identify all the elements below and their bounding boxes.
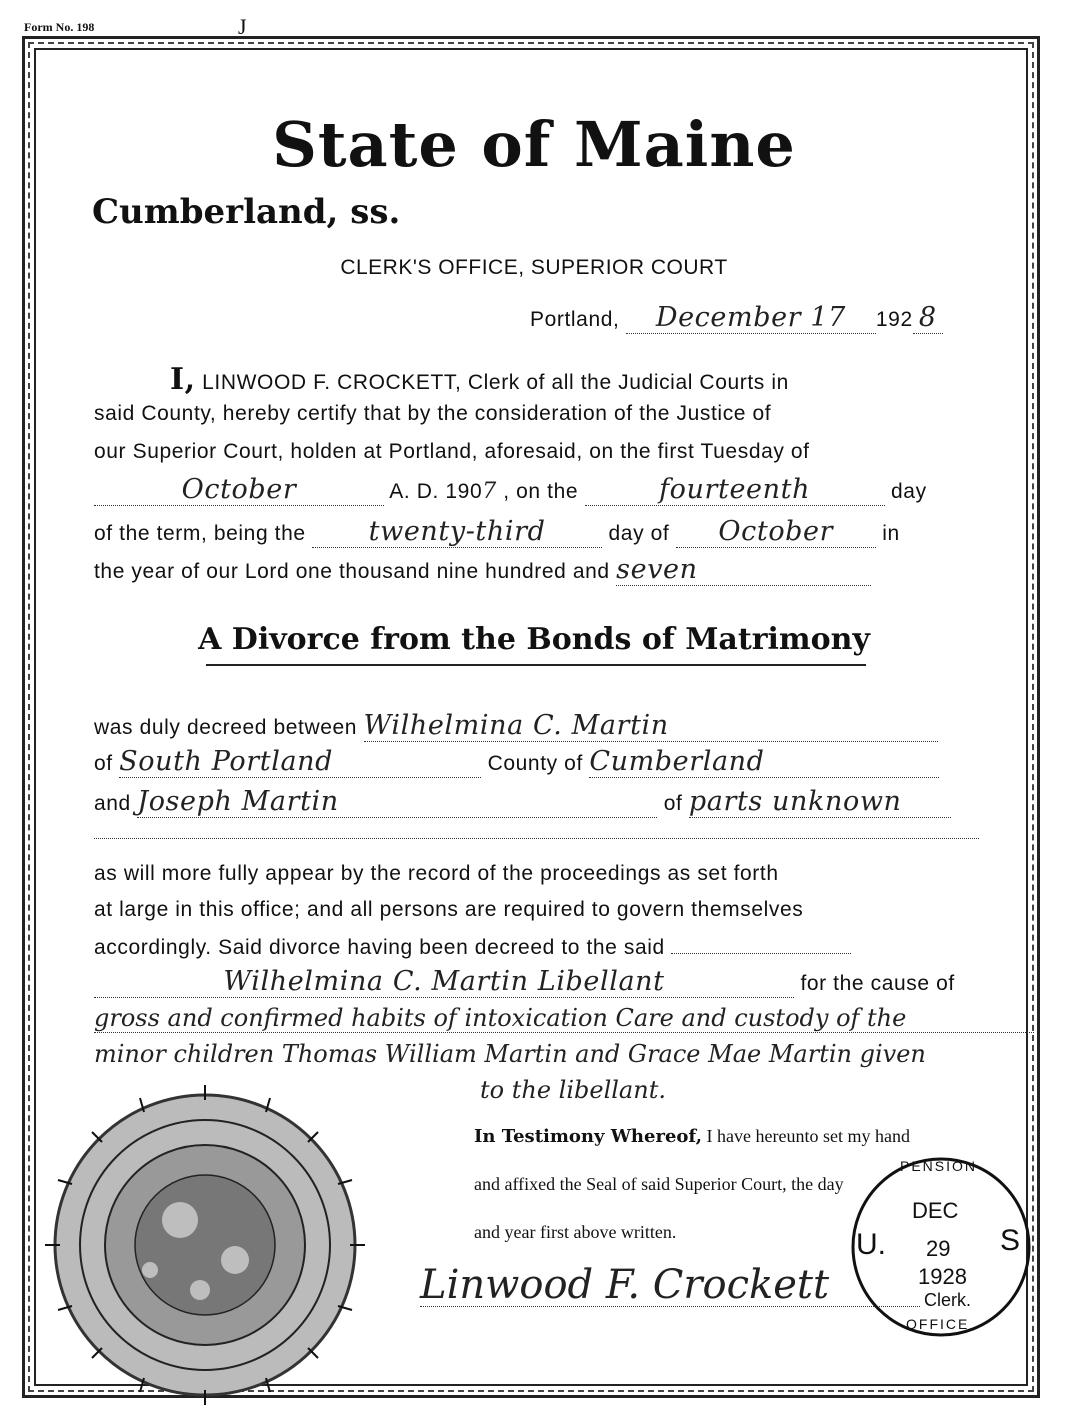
stamp-year: 1928 bbox=[918, 1264, 967, 1289]
stamp-month: DEC bbox=[912, 1198, 959, 1223]
office-heading: CLERK'S OFFICE, SUPERIOR COURT bbox=[340, 256, 728, 279]
cause-line-3-handwritten: to the libellant. bbox=[480, 1076, 666, 1104]
para-line-1: as will more fully appear by the record of the proceedings as set forth bbox=[94, 862, 779, 885]
intro-initial: I, bbox=[170, 362, 196, 397]
on-the-label: , on the bbox=[503, 480, 579, 503]
clerk-signature: Linwood F. Crockett bbox=[420, 1262, 830, 1308]
county-label: County of bbox=[487, 752, 583, 775]
party1-handwritten: Wilhelmina C. Martin bbox=[364, 710, 938, 742]
stamp-top-text: PENSION bbox=[900, 1158, 978, 1174]
cause-label: for the cause of bbox=[800, 972, 955, 995]
decreed-line bbox=[94, 710, 938, 742]
party2-handwritten: Joseph Martin bbox=[137, 786, 657, 818]
blank-dotted-line bbox=[94, 838, 979, 839]
body-line-3: our Superior Court, holden at Portland, aforesaid, on the first Tuesday of bbox=[94, 440, 810, 463]
and-label: and bbox=[94, 792, 131, 815]
corner-mark: J bbox=[238, 14, 247, 39]
day-label: day bbox=[891, 480, 927, 503]
town-handwritten: South Portland bbox=[119, 746, 481, 778]
para-line-3-dots bbox=[671, 953, 851, 954]
stamp-day: 29 bbox=[926, 1236, 951, 1261]
cause-line-2-handwritten: minor children Thomas William Martin and Grace Mae Martin given bbox=[94, 1040, 926, 1068]
heading-underline bbox=[206, 664, 866, 666]
document-title: State of Maine bbox=[272, 108, 796, 181]
form-number: Form No. 198 bbox=[24, 20, 95, 34]
testimony-line-2: and affixed the Seal of said Superior Court, the day bbox=[474, 1174, 844, 1194]
ad-year-handwritten: 7 bbox=[482, 479, 497, 504]
year-handwritten: 8 bbox=[913, 302, 943, 334]
testimony-lead: In Testimony Whereof, bbox=[474, 1126, 703, 1147]
of2-label: of bbox=[663, 792, 683, 815]
town-line bbox=[94, 746, 939, 778]
divorce-heading: A Divorce from the Bonds of Matrimony bbox=[198, 622, 870, 657]
testimony-line-1 bbox=[474, 1126, 910, 1147]
para-line-3-text: accordingly. Said divorce having been decreed to the said bbox=[94, 936, 665, 959]
year-line-label: the year of our Lord one thousand nine hundred and bbox=[94, 560, 610, 583]
residence-handwritten: parts unknown bbox=[689, 786, 951, 818]
body-line-6 bbox=[94, 554, 871, 586]
ad-label: A. D. 190 bbox=[389, 480, 483, 503]
year-prefix: 192 bbox=[875, 308, 913, 331]
ordinal-handwritten: fourteenth bbox=[585, 474, 885, 506]
body-line-2: said County, hereby certify that by the consideration of the Justice of bbox=[94, 402, 772, 425]
county-line: Cumberland, ss. bbox=[92, 192, 401, 232]
intro-text: LINWOOD F. CROCKETT, Clerk of all the Judicial Courts in bbox=[202, 371, 789, 394]
term-label: of the term, being the bbox=[94, 522, 306, 545]
testimony-line-3: and year first above written. bbox=[474, 1222, 677, 1242]
party2-line bbox=[94, 786, 951, 818]
of-label: of bbox=[94, 752, 113, 775]
stamp-right-letter: S bbox=[1000, 1224, 1021, 1257]
libellant-handwritten: Wilhelmina C. Martin Libellant bbox=[94, 966, 794, 998]
signature-line bbox=[420, 1306, 920, 1307]
body-line-4 bbox=[94, 474, 927, 506]
county-handwritten: Cumberland bbox=[589, 746, 939, 778]
libellant-line bbox=[94, 966, 955, 998]
para-line-2: at large in this office; and all persons are required to govern themselves bbox=[94, 898, 804, 921]
in-label: in bbox=[882, 522, 900, 545]
cause-line-1-handwritten: gross and confirmed habits of intoxication Care and custody of the bbox=[94, 1004, 1034, 1033]
testimony-rest: I have hereunto set my hand bbox=[706, 1126, 910, 1146]
body-line-5 bbox=[94, 516, 900, 548]
term-month-handwritten: October bbox=[676, 516, 876, 548]
year-word-handwritten: seven bbox=[616, 554, 871, 586]
date-handwritten: December 17 bbox=[626, 302, 876, 334]
para-line-3 bbox=[94, 936, 851, 960]
decreed-label: was duly decreed between bbox=[94, 716, 358, 739]
court-seal-icon bbox=[40, 1080, 370, 1410]
month-handwritten: October bbox=[94, 474, 384, 506]
stamp-left-letter: U. bbox=[856, 1228, 886, 1261]
stamp-bottom-text: OFFICE bbox=[906, 1316, 970, 1332]
intro-line bbox=[170, 362, 789, 397]
date-line bbox=[530, 302, 943, 334]
place-label: Portland, bbox=[530, 308, 620, 331]
term-day-handwritten: twenty-third bbox=[312, 516, 602, 548]
day-of-label: day of bbox=[608, 522, 670, 545]
clerk-label: Clerk. bbox=[924, 1290, 972, 1310]
